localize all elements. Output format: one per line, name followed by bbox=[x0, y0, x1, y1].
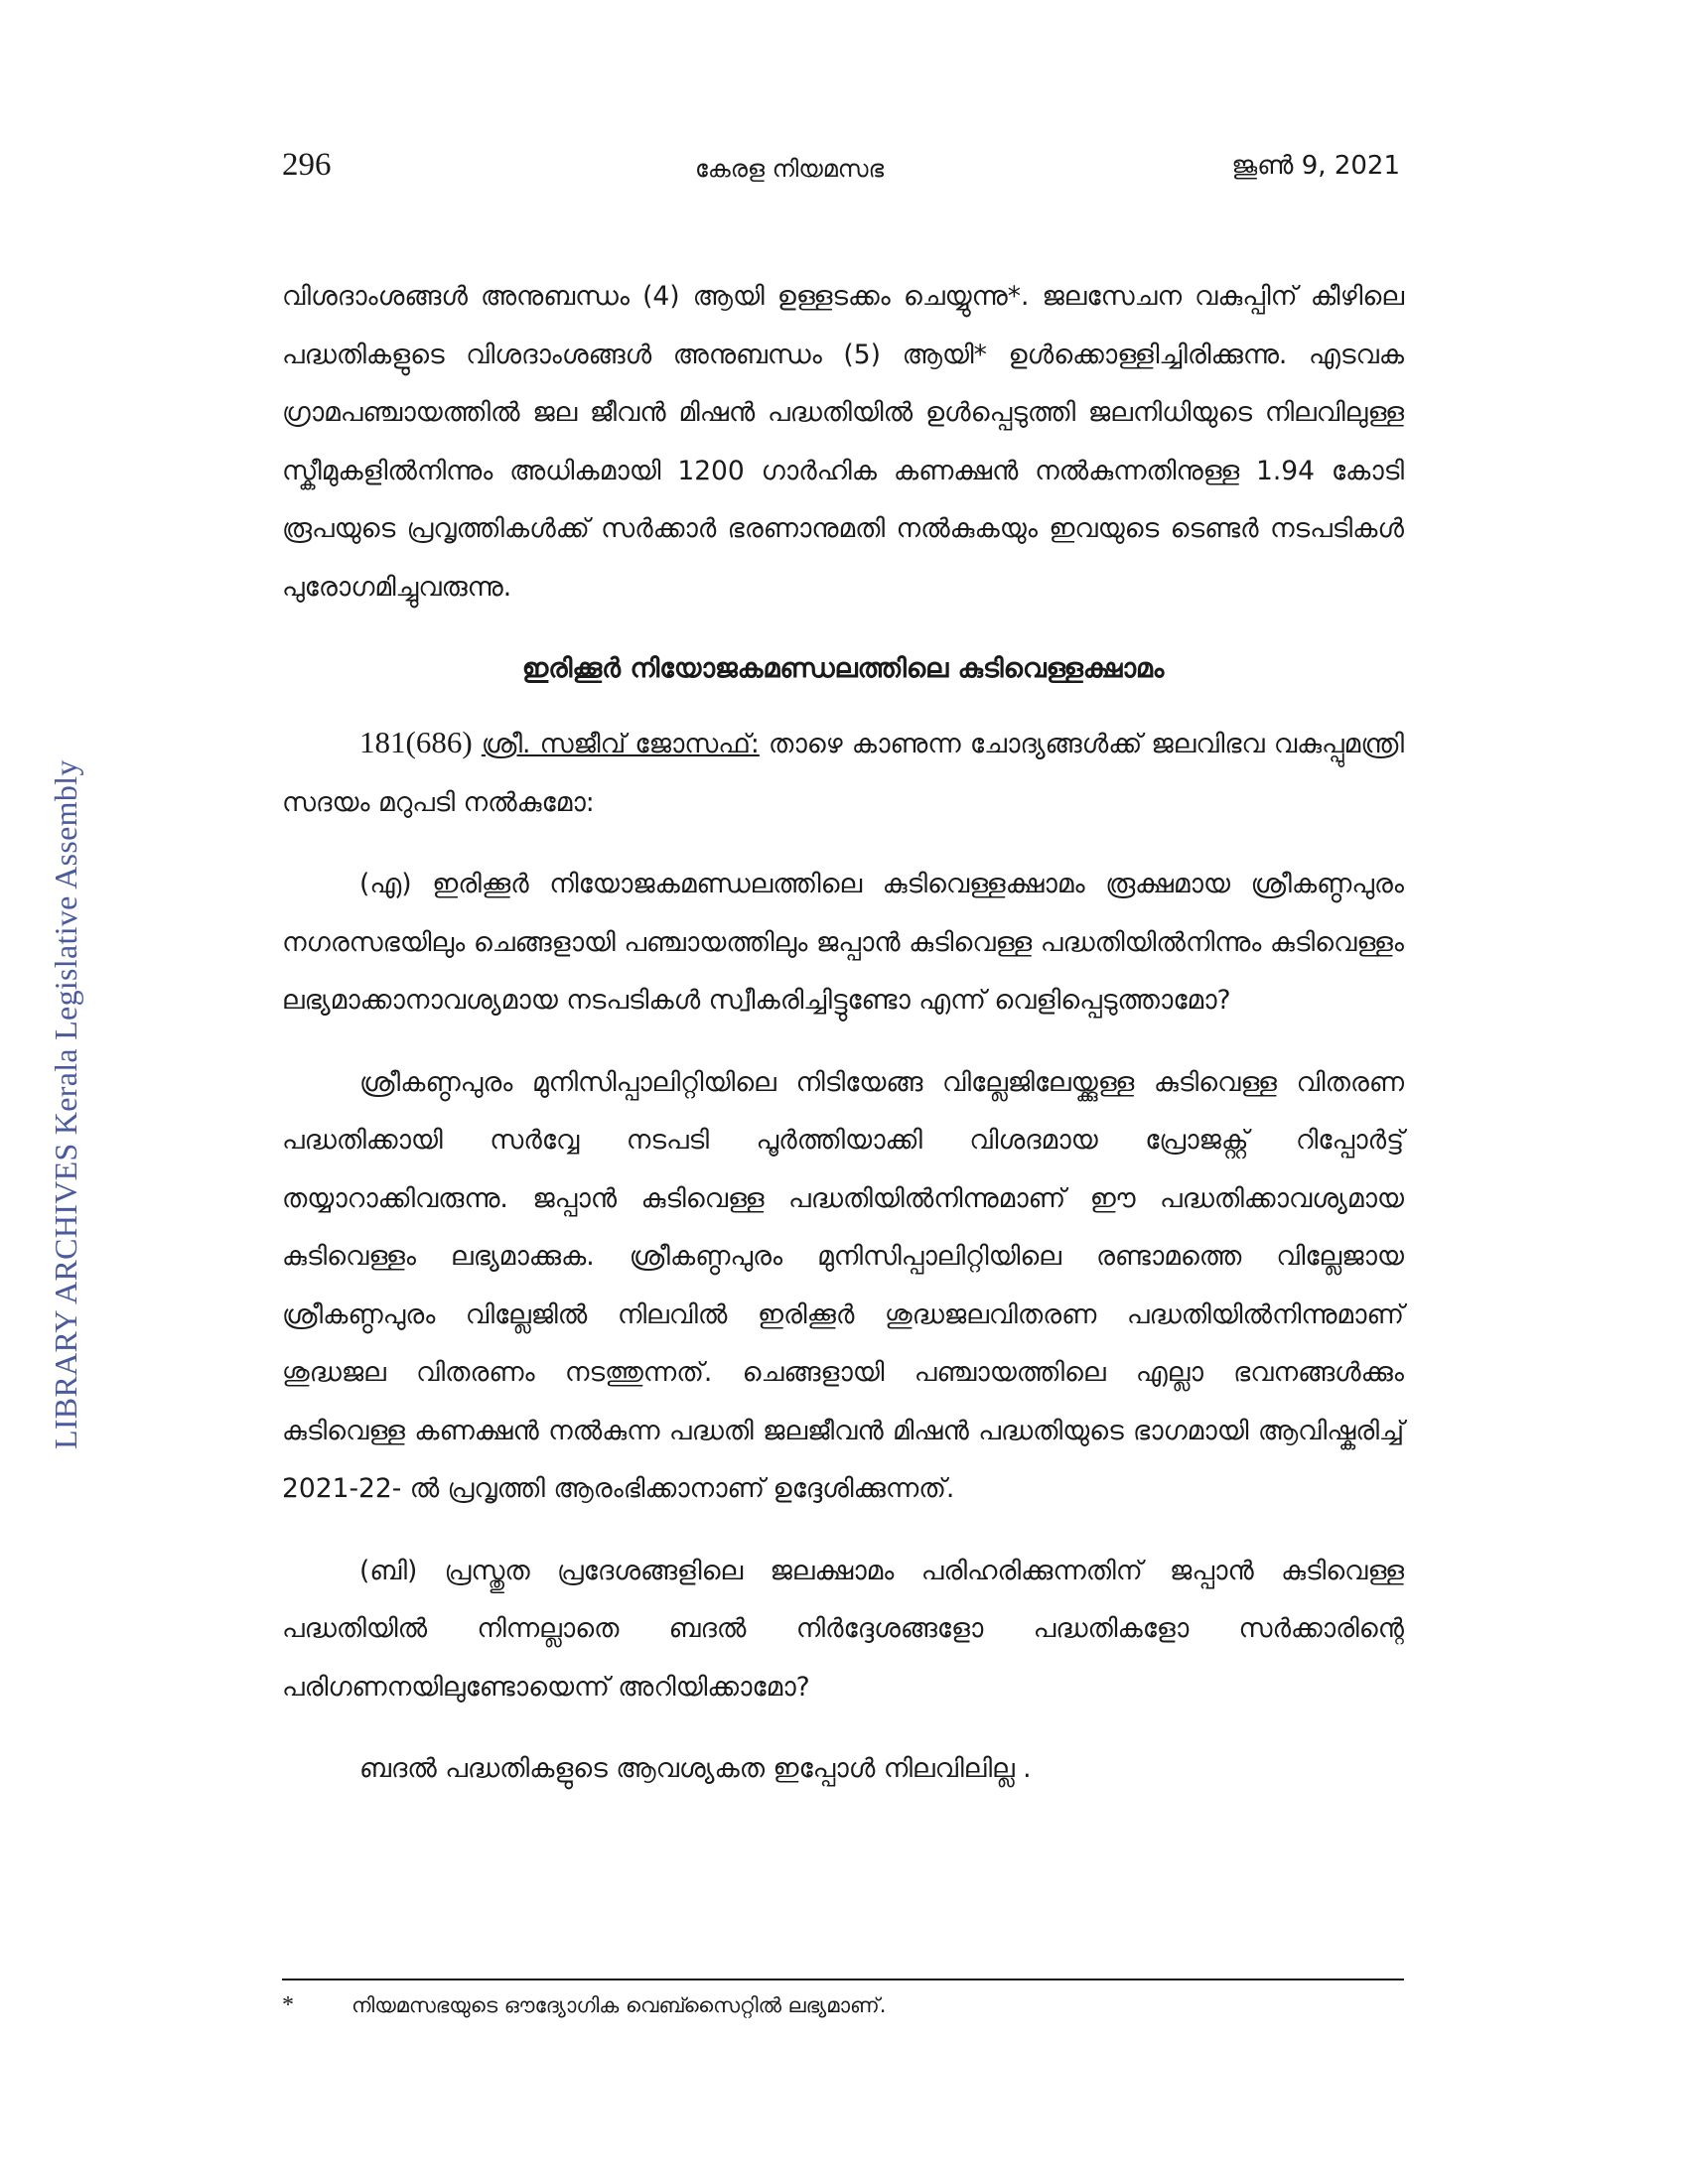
question-heading: ഇരിക്കൂർ നിയോജകമണ്ഡലത്തിലെ കുടിവെള്ളക്ഷാമം bbox=[521, 653, 1165, 684]
footnote-text: നിയമസഭയുടെ ഔദ്യോഗിക വെബ്സൈറ്റിൽ ലഭ്യമാണ്. bbox=[352, 1993, 887, 2017]
page-body bbox=[282, 268, 1404, 1799]
continuation-paragraph: വിശദാംശങ്ങൾ അനുബന്ധം (4) ആയി ഉള്ളടക്കം ചെയ്യുന്നു*. ജലസേചന വകുപ്പിന് കീഴിലെ പദ്ധതികളുടെ വിശദാംശങ്ങൾ അനുബന്ധം (5) ആയി* ഉൾക്കൊള്ളിച്ചിരിക്കുന്നു. എടവക ഗ്രാമപഞ്ചായത്തിൽ ജല ജീവൻ മിഷൻ പദ്ധതിയിൽ ഉൾപ്പെടുത്തി ജലനിധിയുടെ നിലവിലുള്ള സ്കീമുകളിൽനിന്നും അധികമായി 1200 ഗാർഹിക കണക്ഷൻ നൽകുന്നതിനുള്ള 1.94 കോടി രൂപയുടെ പ്രവൃത്തികൾക്ക് സർക്കാർ ഭരണാനുമതി നൽകുകയും ഇവയുടെ ടെണ്ടർ നടപടികൾ പുരോഗമിച്ചുവരുന്നു. bbox=[282, 281, 1404, 603]
answer-a: ശ്രീകണ്ഠപുരം മുനിസിപ്പാലിറ്റിയിലെ നിടിയേങ്ങ വില്ലേജിലേയ്ക്കുള്ള കുടിവെള്ള വിതരണ പദ്ധതിക്കായി സർവ്വേ നടപടി പൂർത്തിയാക്കി വിശദമായ പ്രോജക്റ്റ് റിപ്പോർട്ട് തയ്യാറാക്കിവരുന്നു. ജപ്പാൻ കുടിവെള്ള പദ്ധതിയിൽനിന്നുമാണ് ഈ പദ്ധതിക്കാവശ്യമായ കുടിവെള്ളം ലഭ്യമാക്കുക. ശ്രീകണ്ഠപുരം മുനിസിപ്പാലിറ്റിയിലെ രണ്ടാമത്തെ വില്ലേജായ ശ്രീകണ്ഠപുരം വില്ലേജിൽ നിലവിൽ ഇരിക്കൂർ ശുദ്ധജലവിതരണ പദ്ധതിയിൽനിന്നുമാണ് ശുദ്ധജല വിതരണം നടത്തുന്നത്. ചെങ്ങളായി പഞ്ചായത്തിലെ എല്ലാ ഭവനങ്ങൾക്കും കുടിവെള്ള കണക്ഷൻ നൽകുന്ന പദ്ധതി ജലജീവൻ മിഷൻ പദ്ധതിയുടെ ഭാഗമായി ആവിഷ്കരിച്ച് 2021-22- ൽ പ്രവൃത്തി ആരംഭിക്കാനാണ് ഉദ്ദേശിക്കുന്നത്. bbox=[282, 1066, 1404, 1504]
question-number: 181(686) bbox=[359, 725, 473, 759]
question-b: (ബി) പ്രസ്തുത പ്രദേശങ്ങളിലെ ജലക്ഷാമം പരിഹരിക്കുന്നതിന് ജപ്പാൻ കുടിവെള്ള പദ്ധതിയിൽ നിന്നല്ലാതെ ബദൽ നിർദ്ദേശങ്ങളോ പദ്ധതികളോ സർക്കാരിന്റെ പരിഗണനയിലുണ്ടോയെന്ന് അറിയിക്കാമോ? bbox=[282, 1555, 1404, 1703]
answer-b: ബദൽ പദ്ധതികളുടെ ആവശ്യകത ഇപ്പോൾ നിലവിലില്ല . bbox=[359, 1753, 1032, 1784]
archive-watermark: LIBRARY ARCHIVES Kerala Legislative Assembly bbox=[48, 759, 83, 1449]
question-intro-paragraph bbox=[282, 714, 1404, 832]
question-intro-text: താഴെ കാണുന്ന ചോദ്യങ്ങൾക്ക് ജലവിഭവ വകുപ്പുമന്ത്രി സദയം മറുപടി നൽകുമോ: bbox=[282, 729, 1404, 818]
question-a: (എ) ഇരിക്കൂർ നിയോജകമണ്ഡലത്തിലെ കുടിവെള്ളക്ഷാമം രൂക്ഷമായ ശ്രീകണ്ഠപുരം നഗരസഭയിലും ചെങ്ങളായി പഞ്ചായത്തിലും ജപ്പാൻ കുടിവെള്ള പദ്ധതിയിൽനിന്നും കുടിവെള്ളം ലഭ്യമാക്കാനാവശ്യമായ നടപടികൾ സ്വീകരിച്ചിട്ടുണ്ടോ എന്ന് വെളിപ്പെടുത്താമോ? bbox=[282, 869, 1404, 1016]
footnote-divider bbox=[282, 1979, 1404, 1980]
footnote bbox=[282, 1990, 1404, 2020]
footnote-mark: * bbox=[282, 1992, 294, 2018]
running-title: കേരള നിയമസഭ bbox=[695, 155, 885, 183]
running-date: ജൂൺ 9, 2021 bbox=[1231, 151, 1400, 181]
page-number: 296 bbox=[282, 147, 332, 183]
question-member: ശ്രീ. സജീവ് ജോസഫ്: bbox=[481, 729, 760, 759]
